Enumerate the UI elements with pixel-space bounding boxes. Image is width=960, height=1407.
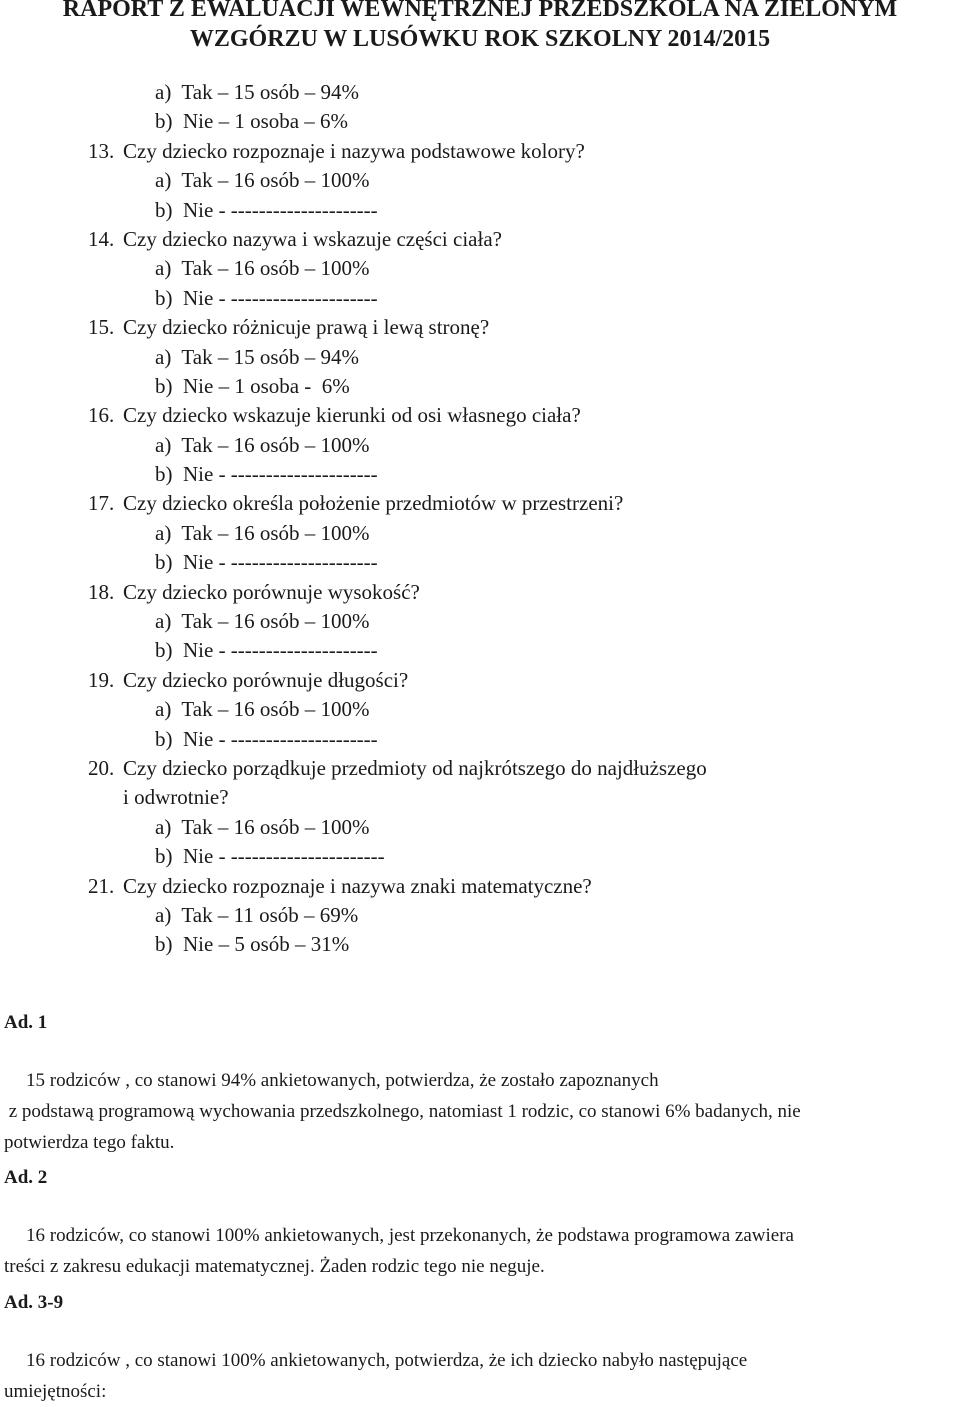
question-text-continued: i odwrotnie? <box>123 785 229 810</box>
question-17 <box>88 489 948 518</box>
paragraph-line: umiejętności: <box>4 1381 107 1402</box>
answer-yes: a) Tak – 15 osób – 94% <box>155 80 360 104</box>
question-text: Czy dziecko porównuje wysokość? <box>123 579 420 604</box>
answer-yes: a) Tak – 16 osób – 100% <box>155 609 370 634</box>
question-number: 15. <box>88 315 115 340</box>
conclusion-ad-1 <box>4 1011 939 1158</box>
paragraph-line: potwierdza tego faktu. <box>4 1132 175 1153</box>
question-13 <box>88 137 948 166</box>
question-number: 17. <box>88 491 115 516</box>
question-text: Czy dziecko rozpoznaje i nazywa podstawowe kolory? <box>123 138 585 163</box>
section-label: Ad. 1 <box>4 1012 48 1033</box>
answer-yes: a) Tak – 16 osób – 100% <box>155 697 370 722</box>
answer-no: b) Nie - --------------------- <box>155 462 378 487</box>
conclusion-ad-2 <box>4 1166 939 1282</box>
question-number: 16. <box>88 403 115 428</box>
answer-yes: a) Tak – 16 osób – 100% <box>155 432 370 457</box>
question-20 <box>88 754 948 783</box>
section-label: Ad. 3-9 <box>4 1292 64 1313</box>
answer-no: b) Nie – 1 osoba – 6% <box>155 109 349 134</box>
answer-no: b) Nie – 5 osób – 31% <box>155 932 350 957</box>
question-text: Czy dziecko porównuje długości? <box>123 667 409 692</box>
paragraph-line <box>4 1345 939 1376</box>
question-text: Czy dziecko wskazuje kierunki od osi własnego ciała? <box>123 403 581 428</box>
answer-no: b) Nie - --------------------- <box>155 285 378 310</box>
survey-question-list <box>88 78 948 960</box>
answer-no: b) Nie - --------------------- <box>155 726 378 751</box>
question-19 <box>88 666 948 695</box>
report-header <box>0 0 960 54</box>
answer-no: b) Nie - ---------------------- <box>155 844 385 869</box>
question-text: Czy dziecko określa położenie przedmiotów w przestrzeni? <box>123 491 624 516</box>
answer-yes: a) Tak – 16 osób – 100% <box>155 256 370 281</box>
question-number: 21. <box>88 873 115 898</box>
question-number: 20. <box>88 755 115 780</box>
report-title-line-1: RAPORT Z EWALUACJI WEWNĘTRZNEJ PRZEDSZKOLA NA ZIELONYM <box>62 0 898 22</box>
question-number: 13. <box>88 138 115 163</box>
question-number: 19. <box>88 667 115 692</box>
answer-yes: a) Tak – 16 osób – 100% <box>155 814 370 839</box>
question-16 <box>88 401 948 430</box>
question-21 <box>88 872 948 901</box>
paragraph-text: 15 rodziców , co stanowi 94% ankietowanych, potwierdza, że zostało zapoznanych <box>26 1070 659 1091</box>
paragraph-line: z podstawą programową wychowania przedszkolnego, natomiast 1 rodzic, co stanowi 6% badanych, nie <box>4 1101 801 1122</box>
question-18 <box>88 578 948 607</box>
answer-yes: a) Tak – 11 osób – 69% <box>155 902 359 927</box>
question-text: Czy dziecko różnicuje prawą i lewą stronę? <box>123 315 490 340</box>
question-number: 18. <box>88 579 115 604</box>
paragraph-text: 16 rodziców, co stanowi 100% ankietowanych, jest przekonanych, że podstawa programowa zawiera <box>26 1225 794 1246</box>
question-text: Czy dziecko rozpoznaje i nazywa znaki matematyczne? <box>123 873 592 898</box>
answer-yes: a) Tak – 15 osób – 94% <box>155 344 360 369</box>
paragraph-line <box>4 1065 939 1096</box>
question-14 <box>88 225 948 254</box>
answer-yes: a) Tak – 16 osób – 100% <box>155 520 370 545</box>
question-number: 14. <box>88 226 115 251</box>
question-15 <box>88 313 948 342</box>
report-title-line-2: WZGÓRZU W LUSÓWKU ROK SZKOLNY 2014/2015 <box>189 26 771 52</box>
answer-no: b) Nie – 1 osoba - 6% <box>155 373 350 398</box>
question-text: Czy dziecko porządkuje przedmioty od najkrótszego do najdłuższego <box>123 755 707 780</box>
paragraph-line: treści z zakresu edukacji matematycznej. Żaden rodzic tego nie neguje. <box>4 1256 545 1277</box>
answer-yes: a) Tak – 16 osób – 100% <box>155 168 370 193</box>
answer-no: b) Nie - --------------------- <box>155 197 378 222</box>
question-text: Czy dziecko nazywa i wskazuje części ciała? <box>123 226 502 251</box>
paragraph-line <box>4 1220 939 1251</box>
answer-no: b) Nie - --------------------- <box>155 550 378 575</box>
section-label: Ad. 2 <box>4 1167 48 1188</box>
paragraph-text: 16 rodziców , co stanowi 100% ankietowanych, potwierdza, że ich dziecko nabyło następujące <box>26 1350 748 1371</box>
conclusion-ad-3-9 <box>4 1291 939 1407</box>
answer-no: b) Nie - --------------------- <box>155 638 378 663</box>
